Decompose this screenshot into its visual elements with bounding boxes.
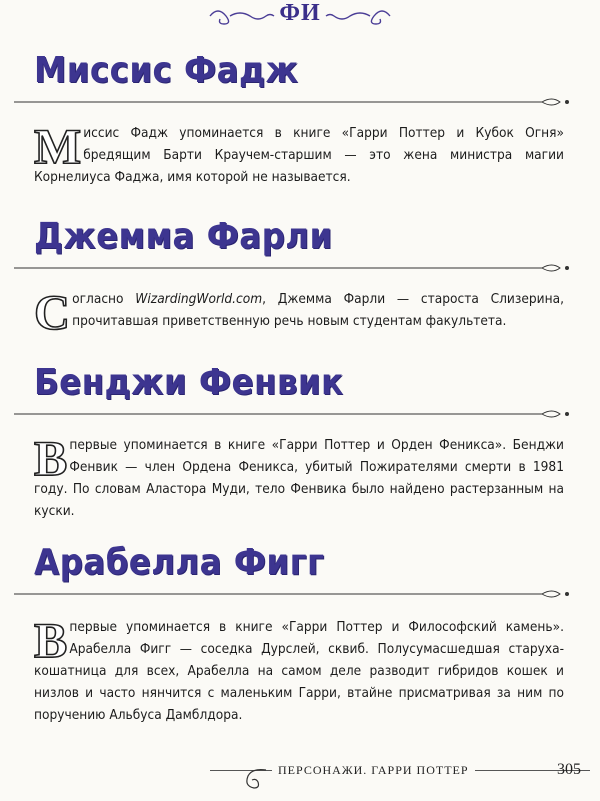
page-number: 305 [557, 761, 581, 778]
dropcap: С [34, 284, 71, 340]
entry-body-fadge: Миссис Фадж упоминается в книге «Гарри Поттер и Кубок Огня» бредящим Барти Краучем-старшим — это жена министра магии Корнелиуса Фаджа, имя которой не называется. [34, 118, 564, 185]
running-footer: ПЕРСОНАЖИ. ГАРРИ ПОТТЕР [272, 763, 475, 778]
entry-body-farley: Согласно WizardingWorld.com, Джемма Фарли — староста Слизерина, прочитавшая приветственную речь новым студентам факультета. [34, 284, 564, 340]
title-rule [14, 96, 572, 108]
entry-body-fenwick: Впервые упоминается в книге «Гарри Поттер и Орден Феникса». Бенджи Фенвик — член Ордена Феникса, убитый Пожирателями смерти в 1981 году. По словам Аластора Муди, тело Фенвика было найдено растерзанным на куски. [34, 430, 564, 519]
entry-body-figg: Впервые упоминается в книге «Гарри Поттер и Философский камень». Арабелла Фигг — соседка Дурслей, сквиб. Полусумасшедшая старуха-кошатница для всех, Арабелла на самом деле разводит гибридов кошек и низлов и часто нянчится с маленьким Гарри, втайне присматривая за ним по поручению Альбуса Дамблдора. [34, 612, 564, 723]
footer-ornament [228, 762, 268, 796]
title-rule [14, 408, 572, 420]
dropcap: М [34, 118, 82, 174]
title-rule [14, 262, 572, 274]
dropcap: В [34, 612, 68, 668]
entry-title-fadge: Миссис Фадж [34, 50, 299, 91]
dropcap: В [34, 430, 68, 486]
entry-title-figg: Арабелла Фигг [34, 542, 325, 583]
title-rule [14, 588, 572, 600]
entry-title-farley: Джемма Фарли [34, 216, 333, 257]
section-letters: ФИ [279, 0, 321, 26]
entry-title-fenwick: Бенджи Фенвик [34, 362, 344, 403]
